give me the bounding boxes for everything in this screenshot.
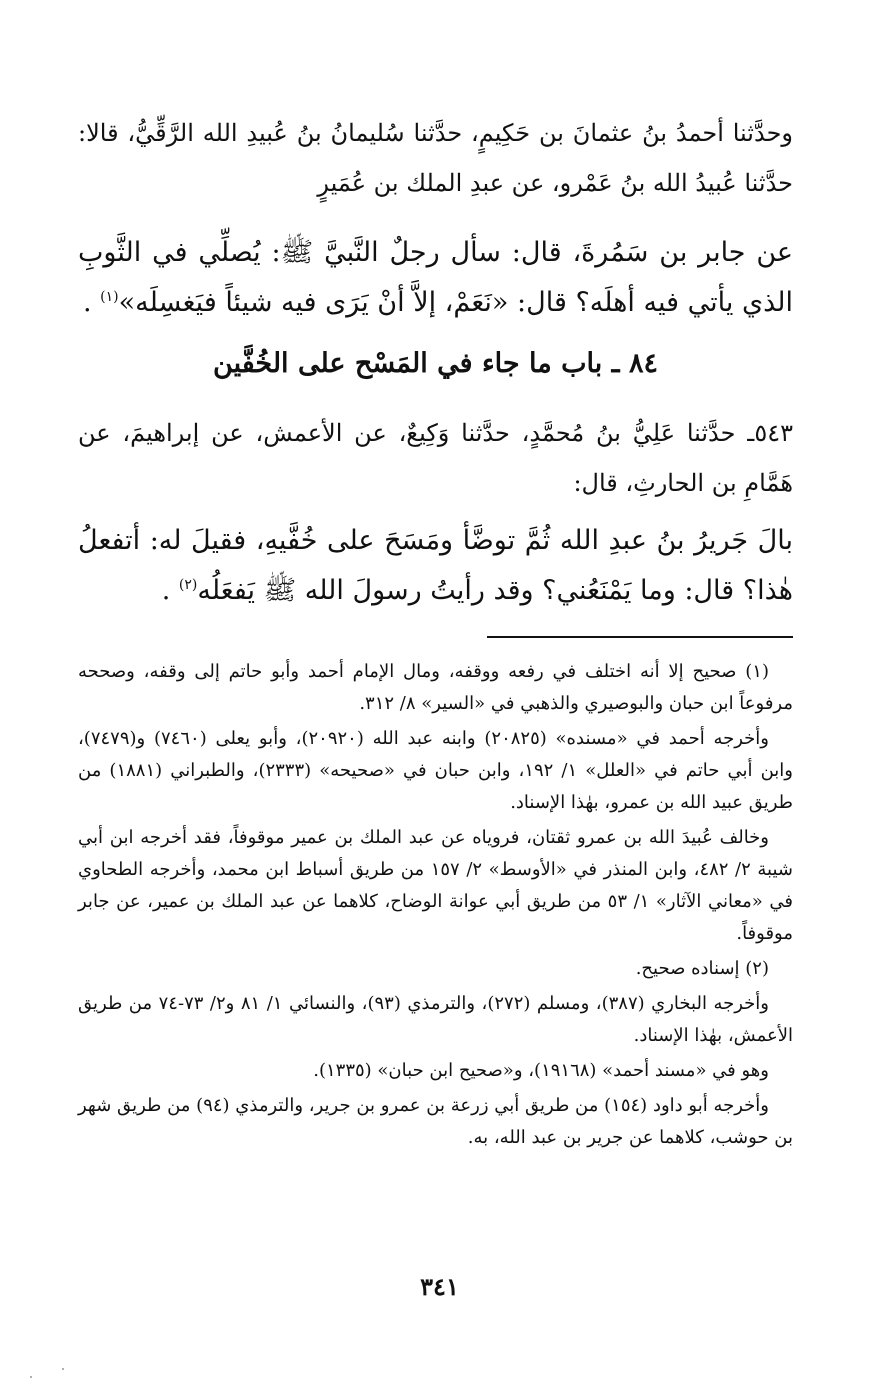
- hadith-isnad-2: [78, 408, 793, 508]
- footnote-paragraph: وأخرجه أحمد في «مسنده» (٢٠٨٢٥) وابنه عبد الله (٢٠٩٢٠)، وأبو يعلى (٧٤٦٠) و(٧٤٧٩)، وابن أبي حاتم في «العلل» ١/ ١٩٢، وابن حبان في «صحيحه» (٢٣٣٣)، والطبراني (١٨٨١) من طريق عبيد الله بن عمرو، بهٰذا الإسناد.: [78, 728, 793, 813]
- hadith-2-isnad-text: ٥٤٣ـ حدَّثنا عَلِيُّ بنُ مُحمَّدٍ، حدَّثنا وَكِيعٌ، عن الأعمش، عن إبراهيمَ، عن هَمَّامِ بن الحارثِ، قال:: [78, 419, 793, 497]
- scan-speck: [62, 1368, 64, 1370]
- footnote-paragraph: (٢) إسناده صحيح.: [635, 958, 769, 979]
- hadith-matn-1: [78, 228, 793, 328]
- footnote-paragraph: (١) صحيح إلا أنه اختلف في رفعه ووقفه، ومال الإمام أحمد وأبو حاتم إلى وقفه، وصححه مرفوعاً ابن حبان والبوصيري والذهبي في «السير» ٨/ ٣١٢.: [78, 661, 793, 714]
- page-number: ٣٤١: [420, 1272, 459, 1301]
- footnote-ref-1: (١): [100, 289, 119, 305]
- chapter-heading: ٨٤ ـ باب ما جاء في المَسْح على الخُفَّين: [213, 348, 658, 379]
- hadith-isnad-1: [78, 108, 793, 208]
- footnote-ref-2: (٢): [178, 577, 198, 593]
- hadith-1-end-mark: .: [82, 287, 92, 318]
- footnote-divider: [487, 636, 793, 638]
- footnote-paragraph: وهو في «مسند أحمد» (١٩١٦٨)، و«صحيح ابن حبان» (١٣٣٥).: [313, 1060, 769, 1081]
- footnotes-section: [78, 656, 793, 1157]
- hadith-2-end-mark: .: [161, 575, 171, 606]
- footnote-paragraph: وخالف عُبيدَ الله بن عمرو ثقتان، فروياه عن عبد الملك بن عمير موقوفاً، فقد أخرجه ابن أبي شيبة ٢/ ٤٨٢، وابن المنذر في «الأوسط» ٢/ ١٥٧ من طريق أسباط ابن محمد، وأخرجه الطحاوي في «معاني الآثار» ١/ ٥٣ من طريق أبي عوانة الوضاح، كلاهما عن عبد الملك بن عمير، عن جابر موقوفاً.: [78, 827, 793, 944]
- scan-speck: [30, 1376, 32, 1378]
- hadith-1-isnad-text: وحدَّثنا أحمدُ بنُ عثمانَ بن حَكِيمٍ، حدَّثنا سُليمانُ بنُ عُبيدِ الله الرَّقِّيُّ، قالا: حدَّثنا عُبيدُ الله بنُ عَمْرو، عن عبدِ الملك بن عُمَيرٍ: [78, 119, 793, 197]
- hadith-matn-2: [78, 516, 793, 616]
- hadith-1-matn-text: عن جابر بن سَمُرةَ، قال: سأل رجلٌ النَّبيَّ ﷺ: يُصلِّي في الثَّوبِ الذي يأتي فيه أهلَه؟ قال: «نَعَمْ، إلاَّ أنْ يَرَى فيه شيئاً فيَغسِلَه»: [78, 237, 793, 318]
- footnote-paragraph: وأخرجه البخاري (٣٨٧)، ومسلم (٢٧٢)، والترمذي (٩٣)، والنسائي ١/ ٨١ و٢/ ٧٣-٧٤ من طريق الأعمش، بهٰذا الإسناد.: [78, 993, 793, 1046]
- hadith-2-matn-text: بالَ جَريرُ بنُ عبدِ الله ثُمَّ توضَّأ ومَسَحَ على خُفَّيهِ، فقيلَ له: أتفعلُ هٰذا؟ قال: وما يَمْنَعُني؟ وقد رأيتُ رسولَ الله ﷺ يَفعَلُه: [78, 525, 793, 606]
- footnote-paragraph: وأخرجه أبو داود (١٥٤) من طريق أبي زرعة بن عمرو بن جرير، والترمذي (٩٤) من طريق شهر بن حوشب، كلاهما عن جرير بن عبد الله، به.: [78, 1095, 793, 1148]
